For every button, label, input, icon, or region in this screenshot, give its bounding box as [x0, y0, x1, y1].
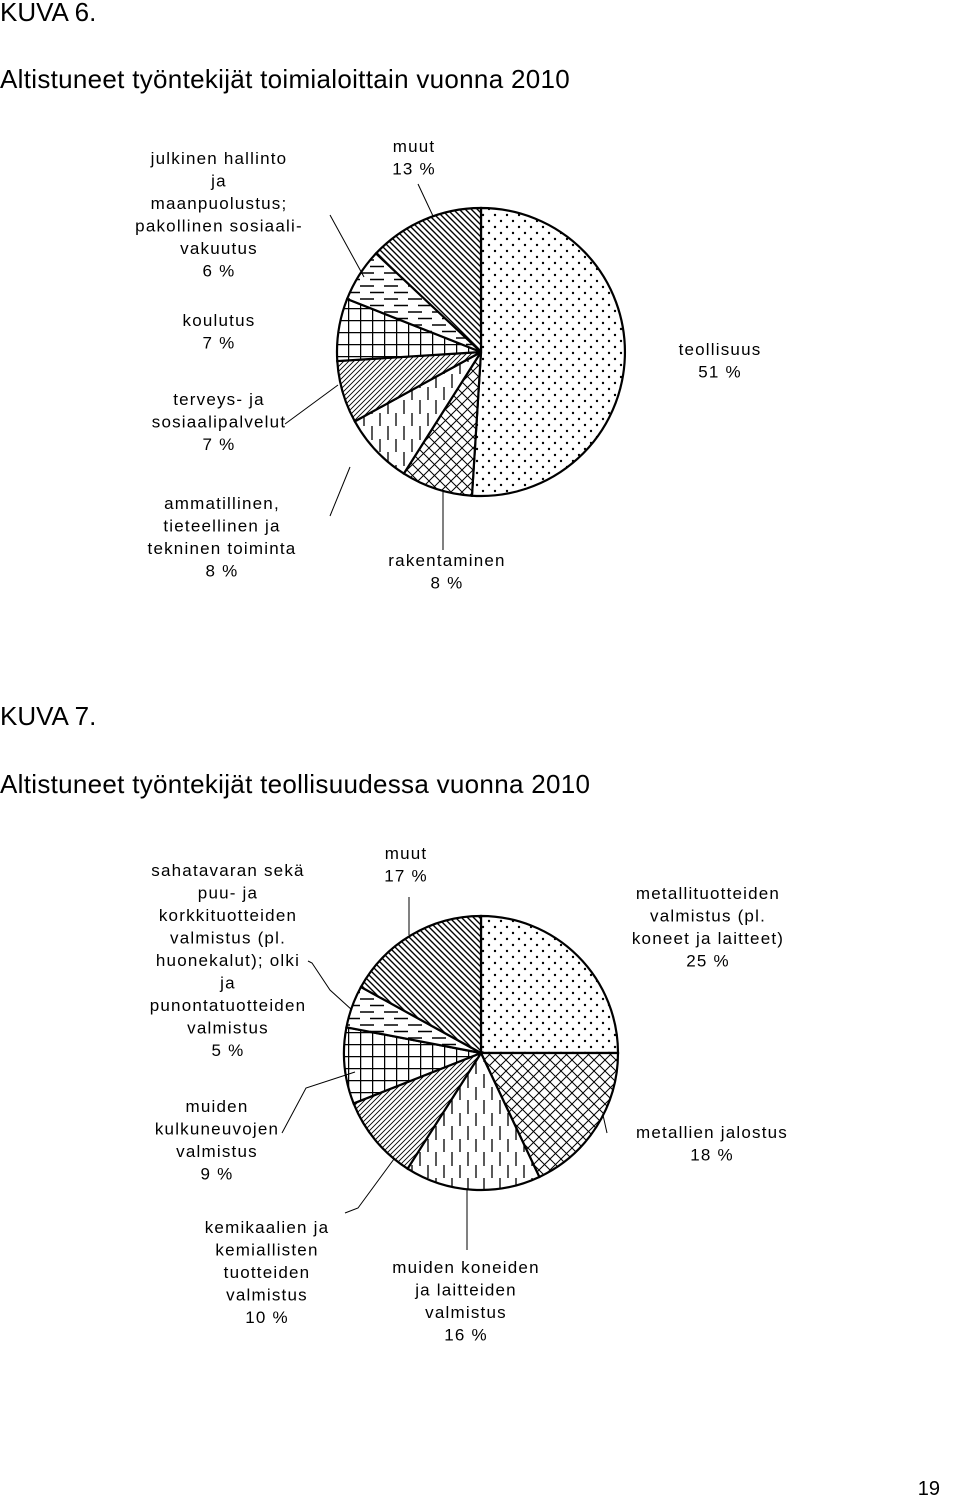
pie-slice-1 [472, 208, 625, 496]
figure-7-label: KUVA 7. [0, 701, 97, 731]
slice-label-5-line-1: koulutus [182, 311, 256, 330]
slice-label-4-line-3: 7 % [202, 435, 236, 454]
slice-label-6-line-8: valmistus [187, 1018, 269, 1038]
slice-label-6-line-5: vakuutus [180, 239, 258, 258]
leader-line-2 [603, 1115, 607, 1133]
slice-label-6-line-3: maanpuolustus; [150, 194, 288, 213]
leader-line-4 [345, 1159, 394, 1213]
slice-label-6-line-2: puu- ja [197, 883, 259, 903]
slice-label-1-line-1: teollisuus [678, 340, 762, 359]
slice-label-1-line-2: valmistus (pl. [650, 906, 766, 926]
pie-slice-1 [481, 916, 618, 1053]
slice-label-7-line-1: muut [392, 137, 436, 156]
slice-label-6-line-9: 5 % [211, 1041, 245, 1060]
slice-label-4-line-5: 10 % [245, 1308, 289, 1327]
slice-label-4-line-2: sosiaalipalvelut [151, 412, 287, 432]
leader-line-4 [285, 385, 338, 424]
slice-label-4-line-2: kemiallisten [215, 1240, 319, 1260]
slice-label-7-line-2: 17 % [384, 866, 428, 886]
slice-label-3-line-1: ammatillinen, [164, 494, 280, 513]
slice-label-6-line-6: ja [220, 973, 236, 993]
slice-label-6-line-1: sahatavaran sekä [151, 861, 305, 880]
slice-label-1-line-3: koneet ja laitteet) [631, 929, 785, 948]
slice-label-3-line-4: 16 % [444, 1325, 488, 1345]
figure-6-label: KUVA 6. [0, 0, 97, 27]
slice-label-6-line-5: huonekalut); olki [155, 951, 301, 970]
slice-label-3-line-2: tieteellinen ja [163, 516, 281, 536]
slice-label-1-line-4: 25 % [686, 951, 730, 971]
slice-label-4-line-1: kemikaalien ja [204, 1218, 330, 1237]
leader-line-6 [308, 961, 352, 1010]
slice-label-2-line-2: 18 % [690, 1145, 734, 1165]
figure-6-title: Altistuneet työntekijät toimialoittain vuonna 2010 [0, 64, 571, 94]
slice-label-4-line-3: tuotteiden [223, 1263, 311, 1282]
slice-label-3-line-2: ja laitteiden [415, 1280, 517, 1300]
leader-line-5 [282, 1072, 355, 1133]
leader-line-6 [330, 215, 364, 277]
slice-label-2-line-2: 8 % [430, 573, 464, 593]
slice-label-5-line-1: muiden [185, 1097, 249, 1116]
slice-label-3-line-4: 8 % [205, 561, 239, 581]
page-number: 19 [917, 1478, 940, 1500]
slice-label-7-line-2: 13 % [392, 159, 436, 179]
slice-label-6-line-4: pakollinen sosiaali- [135, 216, 303, 236]
slice-label-4-line-4: valmistus [226, 1285, 308, 1305]
slice-label-1-line-1: metallituotteiden [635, 884, 781, 903]
figure-6-pie-chart [0, 137, 960, 640]
slice-label-3-line-1: muiden koneiden [392, 1258, 540, 1277]
slice-label-6-line-1: julkinen hallinto [150, 149, 288, 168]
slice-label-7-line-1: muut [384, 844, 428, 863]
slice-label-2-line-1: metallien jalostus [636, 1123, 788, 1142]
slice-label-1-line-2: 51 % [698, 362, 742, 382]
figure-7-pie-chart [0, 840, 960, 1360]
slice-label-6-line-4: valmistus (pl. [170, 928, 286, 948]
slice-label-5-line-2: kulkuneuvojen [154, 1119, 280, 1139]
slice-label-3-line-3: valmistus [425, 1303, 507, 1322]
slice-label-4-line-1: terveys- ja [173, 390, 265, 409]
slice-label-6-line-6: 6 % [202, 261, 236, 281]
leader-line-3 [330, 467, 350, 516]
figure-7-title: Altistuneet työntekijät teollisuudessa vuonna 2010 [0, 769, 591, 799]
leader-line-7 [418, 184, 433, 216]
slice-label-5-line-3: valmistus [176, 1142, 258, 1161]
slice-label-2-line-1: rakentaminen [388, 551, 506, 570]
slice-label-6-line-2: ja [211, 171, 227, 191]
slice-label-6-line-3: korkkituotteiden [158, 906, 298, 925]
slice-label-6-line-7: punontatuotteiden [149, 996, 307, 1015]
slice-label-5-line-2: 7 % [202, 333, 236, 353]
slice-label-5-line-4: 9 % [200, 1164, 234, 1184]
slice-label-3-line-3: tekninen toiminta [147, 539, 297, 558]
